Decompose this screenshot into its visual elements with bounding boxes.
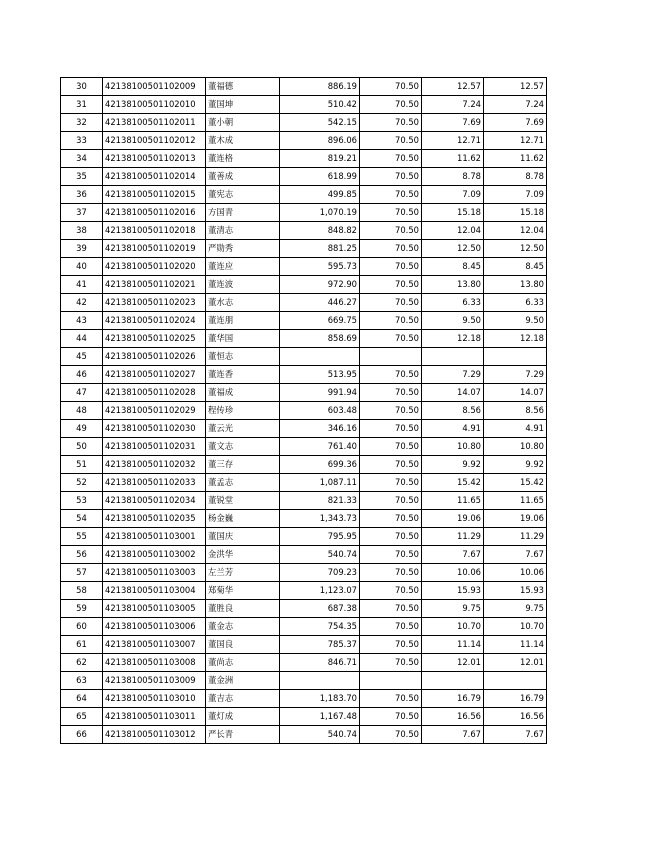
code-cell: 42138100501102025 — [103, 330, 206, 348]
price-cell: 70.50 — [360, 384, 422, 402]
code-cell: 42138100501102012 — [103, 132, 206, 150]
code-cell: 42138100501102028 — [103, 384, 206, 402]
amount-cell: 10.80 — [422, 438, 484, 456]
price-cell: 70.50 — [360, 168, 422, 186]
code-cell: 42138100501102035 — [103, 510, 206, 528]
code-cell: 42138100501102013 — [103, 150, 206, 168]
area-cell: 499.85 — [280, 186, 360, 204]
row-number-cell: 34 — [61, 150, 103, 168]
code-cell: 42138100501103003 — [103, 564, 206, 582]
area-cell: 540.74 — [280, 726, 360, 744]
price-cell: 70.50 — [360, 96, 422, 114]
name-cell: 董灯成 — [206, 708, 280, 726]
price-cell — [360, 672, 422, 690]
price-cell: 70.50 — [360, 492, 422, 510]
price-cell: 70.50 — [360, 654, 422, 672]
amount-cell: 11.62 — [422, 150, 484, 168]
area-cell: 603.48 — [280, 402, 360, 420]
row-number-cell: 42 — [61, 294, 103, 312]
name-cell: 董恒志 — [206, 348, 280, 366]
name-cell: 董胜良 — [206, 600, 280, 618]
code-cell: 42138100501102020 — [103, 258, 206, 276]
total-cell: 12.01 — [484, 654, 547, 672]
price-cell: 70.50 — [360, 276, 422, 294]
code-cell: 42138100501102034 — [103, 492, 206, 510]
code-cell: 42138100501102031 — [103, 438, 206, 456]
area-cell: 669.75 — [280, 312, 360, 330]
row-number-cell: 30 — [61, 78, 103, 96]
table-row — [61, 240, 547, 258]
name-cell: 董木成 — [206, 132, 280, 150]
total-cell: 10.70 — [484, 618, 547, 636]
total-cell: 10.80 — [484, 438, 547, 456]
table-body — [61, 78, 547, 744]
name-cell: 董华国 — [206, 330, 280, 348]
code-cell: 42138100501102032 — [103, 456, 206, 474]
total-cell: 4.91 — [484, 420, 547, 438]
name-cell: 董福成 — [206, 384, 280, 402]
total-cell — [484, 672, 547, 690]
row-number-cell: 39 — [61, 240, 103, 258]
amount-cell: 10.70 — [422, 618, 484, 636]
table-row — [61, 150, 547, 168]
price-cell: 70.50 — [360, 528, 422, 546]
name-cell: 董善成 — [206, 168, 280, 186]
code-cell: 42138100501102033 — [103, 474, 206, 492]
area-cell: 1,343.73 — [280, 510, 360, 528]
price-cell: 70.50 — [360, 438, 422, 456]
total-cell — [484, 348, 547, 366]
price-cell: 70.50 — [360, 708, 422, 726]
code-cell: 42138100501102014 — [103, 168, 206, 186]
area-cell: 595.73 — [280, 258, 360, 276]
price-cell: 70.50 — [360, 618, 422, 636]
area-cell: 542.15 — [280, 114, 360, 132]
amount-cell: 7.67 — [422, 546, 484, 564]
row-number-cell: 40 — [61, 258, 103, 276]
table-row — [61, 600, 547, 618]
row-number-cell: 45 — [61, 348, 103, 366]
table-row — [61, 420, 547, 438]
code-cell: 42138100501103008 — [103, 654, 206, 672]
name-cell: 郑菊华 — [206, 582, 280, 600]
amount-cell: 7.67 — [422, 726, 484, 744]
table-row — [61, 492, 547, 510]
table-row — [61, 330, 547, 348]
table-row — [61, 294, 547, 312]
price-cell: 70.50 — [360, 114, 422, 132]
table-row — [61, 528, 547, 546]
name-cell: 董宪志 — [206, 186, 280, 204]
area-cell: 886.19 — [280, 78, 360, 96]
row-number-cell: 65 — [61, 708, 103, 726]
price-cell: 70.50 — [360, 294, 422, 312]
name-cell: 董尚志 — [206, 654, 280, 672]
row-number-cell: 64 — [61, 690, 103, 708]
price-cell: 70.50 — [360, 600, 422, 618]
total-cell: 8.56 — [484, 402, 547, 420]
row-number-cell: 61 — [61, 636, 103, 654]
name-cell: 董金志 — [206, 618, 280, 636]
name-cell: 董水志 — [206, 294, 280, 312]
price-cell: 70.50 — [360, 420, 422, 438]
price-cell: 70.50 — [360, 150, 422, 168]
row-number-cell: 31 — [61, 96, 103, 114]
code-cell: 42138100501102018 — [103, 222, 206, 240]
total-cell: 6.33 — [484, 294, 547, 312]
name-cell: 董国良 — [206, 636, 280, 654]
code-cell: 42138100501102023 — [103, 294, 206, 312]
amount-cell: 12.57 — [422, 78, 484, 96]
name-cell: 董连格 — [206, 150, 280, 168]
row-number-cell: 55 — [61, 528, 103, 546]
code-cell: 42138100501102019 — [103, 240, 206, 258]
table-row — [61, 402, 547, 420]
name-cell: 董连应 — [206, 258, 280, 276]
row-number-cell: 51 — [61, 456, 103, 474]
total-cell: 12.18 — [484, 330, 547, 348]
code-cell: 42138100501103002 — [103, 546, 206, 564]
name-cell: 左兰芳 — [206, 564, 280, 582]
area-cell: 785.37 — [280, 636, 360, 654]
row-number-cell: 57 — [61, 564, 103, 582]
amount-cell: 9.50 — [422, 312, 484, 330]
area-cell: 699.36 — [280, 456, 360, 474]
amount-cell: 6.33 — [422, 294, 484, 312]
amount-cell: 7.09 — [422, 186, 484, 204]
area-cell: 761.40 — [280, 438, 360, 456]
amount-cell: 9.92 — [422, 456, 484, 474]
code-cell: 42138100501102026 — [103, 348, 206, 366]
amount-cell — [422, 348, 484, 366]
area-cell — [280, 348, 360, 366]
row-number-cell: 58 — [61, 582, 103, 600]
total-cell: 7.09 — [484, 186, 547, 204]
name-cell: 董连朋 — [206, 312, 280, 330]
table-row — [61, 474, 547, 492]
amount-cell: 12.04 — [422, 222, 484, 240]
amount-cell: 15.18 — [422, 204, 484, 222]
area-cell: 1,070.19 — [280, 204, 360, 222]
price-cell: 70.50 — [360, 258, 422, 276]
code-cell: 42138100501102030 — [103, 420, 206, 438]
code-cell: 42138100501102021 — [103, 276, 206, 294]
area-cell: 991.94 — [280, 384, 360, 402]
total-cell: 9.75 — [484, 600, 547, 618]
table-row — [61, 132, 547, 150]
total-cell: 8.78 — [484, 168, 547, 186]
row-number-cell: 35 — [61, 168, 103, 186]
code-cell: 42138100501103010 — [103, 690, 206, 708]
total-cell: 11.62 — [484, 150, 547, 168]
row-number-cell: 53 — [61, 492, 103, 510]
name-cell: 程传珍 — [206, 402, 280, 420]
name-cell: 董吉志 — [206, 690, 280, 708]
price-cell: 70.50 — [360, 240, 422, 258]
row-number-cell: 66 — [61, 726, 103, 744]
amount-cell — [422, 672, 484, 690]
area-cell — [280, 672, 360, 690]
area-cell: 618.99 — [280, 168, 360, 186]
total-cell: 12.57 — [484, 78, 547, 96]
name-cell: 董锐堂 — [206, 492, 280, 510]
row-number-cell: 41 — [61, 276, 103, 294]
amount-cell: 12.50 — [422, 240, 484, 258]
row-number-cell: 32 — [61, 114, 103, 132]
code-cell: 42138100501102010 — [103, 96, 206, 114]
area-cell: 754.35 — [280, 618, 360, 636]
row-number-cell: 37 — [61, 204, 103, 222]
code-cell: 42138100501103007 — [103, 636, 206, 654]
total-cell: 8.45 — [484, 258, 547, 276]
total-cell: 7.67 — [484, 726, 547, 744]
area-cell: 819.21 — [280, 150, 360, 168]
price-cell: 70.50 — [360, 186, 422, 204]
code-cell: 42138100501102015 — [103, 186, 206, 204]
amount-cell: 8.78 — [422, 168, 484, 186]
area-cell: 510.42 — [280, 96, 360, 114]
area-cell: 1,183.70 — [280, 690, 360, 708]
total-cell: 16.79 — [484, 690, 547, 708]
area-cell: 446.27 — [280, 294, 360, 312]
amount-cell: 15.93 — [422, 582, 484, 600]
price-cell: 70.50 — [360, 366, 422, 384]
amount-cell: 7.24 — [422, 96, 484, 114]
row-number-cell: 62 — [61, 654, 103, 672]
name-cell: 董孟志 — [206, 474, 280, 492]
name-cell: 严勋秀 — [206, 240, 280, 258]
price-cell: 70.50 — [360, 132, 422, 150]
table-row — [61, 114, 547, 132]
name-cell: 董小朝 — [206, 114, 280, 132]
total-cell: 11.65 — [484, 492, 547, 510]
table-row — [61, 222, 547, 240]
row-number-cell: 63 — [61, 672, 103, 690]
amount-cell: 12.18 — [422, 330, 484, 348]
code-cell: 42138100501103012 — [103, 726, 206, 744]
code-cell: 42138100501103009 — [103, 672, 206, 690]
code-cell: 42138100501103004 — [103, 582, 206, 600]
table-row — [61, 438, 547, 456]
total-cell: 9.92 — [484, 456, 547, 474]
total-cell: 14.07 — [484, 384, 547, 402]
price-cell: 70.50 — [360, 564, 422, 582]
code-cell: 42138100501102024 — [103, 312, 206, 330]
row-number-cell: 59 — [61, 600, 103, 618]
code-cell: 42138100501102016 — [103, 204, 206, 222]
amount-cell: 15.42 — [422, 474, 484, 492]
name-cell: 董清志 — [206, 222, 280, 240]
price-cell: 70.50 — [360, 474, 422, 492]
table-row — [61, 168, 547, 186]
area-cell: 821.33 — [280, 492, 360, 510]
table-row — [61, 546, 547, 564]
row-number-cell: 54 — [61, 510, 103, 528]
amount-cell: 12.01 — [422, 654, 484, 672]
price-cell — [360, 348, 422, 366]
total-cell: 9.50 — [484, 312, 547, 330]
total-cell: 12.50 — [484, 240, 547, 258]
data-table — [60, 77, 547, 744]
table-row — [61, 636, 547, 654]
price-cell: 70.50 — [360, 690, 422, 708]
name-cell: 董福德 — [206, 78, 280, 96]
name-cell: 金洪华 — [206, 546, 280, 564]
price-cell: 70.50 — [360, 402, 422, 420]
area-cell: 1,167.48 — [280, 708, 360, 726]
total-cell: 12.04 — [484, 222, 547, 240]
price-cell: 70.50 — [360, 582, 422, 600]
price-cell: 70.50 — [360, 222, 422, 240]
area-cell: 896.06 — [280, 132, 360, 150]
table-row — [61, 186, 547, 204]
code-cell: 42138100501102027 — [103, 366, 206, 384]
area-cell: 848.82 — [280, 222, 360, 240]
area-cell: 1,087.11 — [280, 474, 360, 492]
total-cell: 12.71 — [484, 132, 547, 150]
row-number-cell: 43 — [61, 312, 103, 330]
price-cell: 70.50 — [360, 510, 422, 528]
amount-cell: 7.29 — [422, 366, 484, 384]
total-cell: 11.29 — [484, 528, 547, 546]
price-cell: 70.50 — [360, 726, 422, 744]
code-cell: 42138100501103005 — [103, 600, 206, 618]
table-row — [61, 672, 547, 690]
area-cell: 709.23 — [280, 564, 360, 582]
amount-cell: 11.65 — [422, 492, 484, 510]
total-cell: 15.18 — [484, 204, 547, 222]
area-cell: 795.95 — [280, 528, 360, 546]
code-cell: 42138100501102011 — [103, 114, 206, 132]
amount-cell: 19.06 — [422, 510, 484, 528]
area-cell: 346.16 — [280, 420, 360, 438]
row-number-cell: 47 — [61, 384, 103, 402]
total-cell: 13.80 — [484, 276, 547, 294]
row-number-cell: 38 — [61, 222, 103, 240]
table-row — [61, 348, 547, 366]
row-number-cell: 49 — [61, 420, 103, 438]
price-cell: 70.50 — [360, 636, 422, 654]
name-cell: 董三存 — [206, 456, 280, 474]
name-cell: 董文志 — [206, 438, 280, 456]
table-row — [61, 312, 547, 330]
table-row — [61, 654, 547, 672]
total-cell: 7.67 — [484, 546, 547, 564]
amount-cell: 14.07 — [422, 384, 484, 402]
amount-cell: 4.91 — [422, 420, 484, 438]
row-number-cell: 60 — [61, 618, 103, 636]
table-row — [61, 96, 547, 114]
table-row — [61, 564, 547, 582]
name-cell: 严长青 — [206, 726, 280, 744]
row-number-cell: 36 — [61, 186, 103, 204]
row-number-cell: 52 — [61, 474, 103, 492]
price-cell: 70.50 — [360, 204, 422, 222]
amount-cell: 11.29 — [422, 528, 484, 546]
area-cell: 858.69 — [280, 330, 360, 348]
area-cell: 1,123.07 — [280, 582, 360, 600]
table-row — [61, 726, 547, 744]
area-cell: 687.38 — [280, 600, 360, 618]
code-cell: 42138100501103001 — [103, 528, 206, 546]
price-cell: 70.50 — [360, 312, 422, 330]
name-cell: 董连波 — [206, 276, 280, 294]
price-cell: 70.50 — [360, 546, 422, 564]
amount-cell: 9.75 — [422, 600, 484, 618]
price-cell: 70.50 — [360, 456, 422, 474]
area-cell: 881.25 — [280, 240, 360, 258]
total-cell: 15.93 — [484, 582, 547, 600]
code-cell: 42138100501103006 — [103, 618, 206, 636]
total-cell: 19.06 — [484, 510, 547, 528]
total-cell: 15.42 — [484, 474, 547, 492]
table-row — [61, 690, 547, 708]
total-cell: 16.56 — [484, 708, 547, 726]
code-cell: 42138100501103011 — [103, 708, 206, 726]
price-cell: 70.50 — [360, 330, 422, 348]
table-row — [61, 204, 547, 222]
table-row — [61, 258, 547, 276]
name-cell: 董国坤 — [206, 96, 280, 114]
row-number-cell: 46 — [61, 366, 103, 384]
amount-cell: 16.79 — [422, 690, 484, 708]
amount-cell: 8.56 — [422, 402, 484, 420]
amount-cell: 12.71 — [422, 132, 484, 150]
total-cell: 7.69 — [484, 114, 547, 132]
name-cell: 杨金巍 — [206, 510, 280, 528]
table-row — [61, 582, 547, 600]
amount-cell: 8.45 — [422, 258, 484, 276]
table-row — [61, 384, 547, 402]
name-cell: 方国青 — [206, 204, 280, 222]
amount-cell: 7.69 — [422, 114, 484, 132]
area-cell: 846.71 — [280, 654, 360, 672]
row-number-cell: 48 — [61, 402, 103, 420]
code-cell: 42138100501102009 — [103, 78, 206, 96]
area-cell: 513.95 — [280, 366, 360, 384]
total-cell: 11.14 — [484, 636, 547, 654]
table-row — [61, 78, 547, 96]
amount-cell: 10.06 — [422, 564, 484, 582]
table-row — [61, 708, 547, 726]
amount-cell: 16.56 — [422, 708, 484, 726]
code-cell: 42138100501102029 — [103, 402, 206, 420]
amount-cell: 11.14 — [422, 636, 484, 654]
name-cell: 董金洲 — [206, 672, 280, 690]
total-cell: 10.06 — [484, 564, 547, 582]
area-cell: 540.74 — [280, 546, 360, 564]
row-number-cell: 50 — [61, 438, 103, 456]
table-row — [61, 618, 547, 636]
table-row — [61, 366, 547, 384]
area-cell: 972.90 — [280, 276, 360, 294]
row-number-cell: 56 — [61, 546, 103, 564]
amount-cell: 13.80 — [422, 276, 484, 294]
name-cell: 董国庆 — [206, 528, 280, 546]
row-number-cell: 44 — [61, 330, 103, 348]
name-cell: 董云光 — [206, 420, 280, 438]
name-cell: 董连香 — [206, 366, 280, 384]
price-cell: 70.50 — [360, 78, 422, 96]
total-cell: 7.29 — [484, 366, 547, 384]
table-row — [61, 456, 547, 474]
row-number-cell: 33 — [61, 132, 103, 150]
table-row — [61, 276, 547, 294]
total-cell: 7.24 — [484, 96, 547, 114]
table-row — [61, 510, 547, 528]
